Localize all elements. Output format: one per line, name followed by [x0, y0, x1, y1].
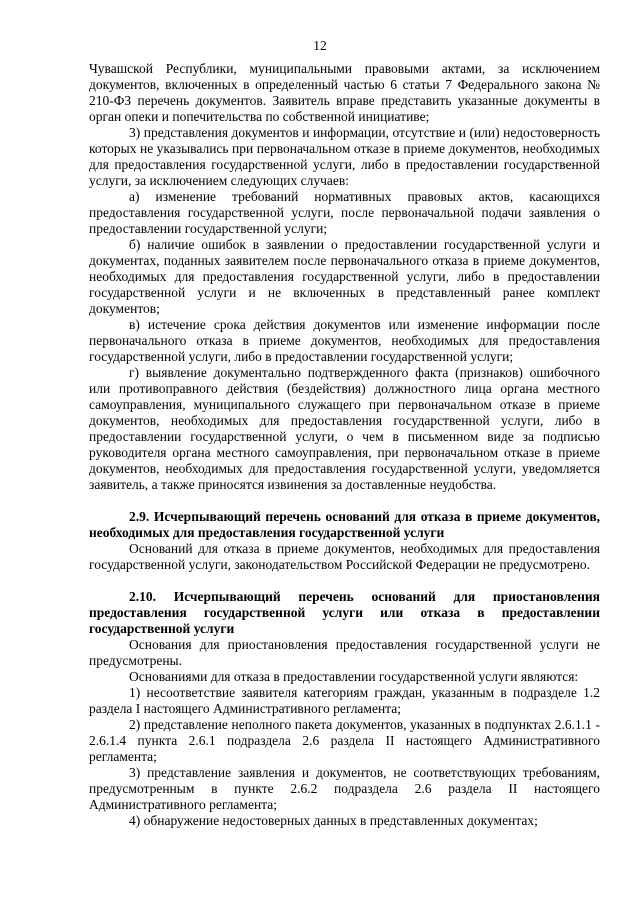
paragraph-subitem-g: г) выявление документально подтвержденного факта (признаков) ошибочного или противоправного действия (бездействия) должностного лица органа местного самоуправления, муниципального служащего при первоначальном отказе в приеме документов, необходимых для предоставления государственной услуги, либо в предоставлении государственной услуги, о чем в письменном виде за подписью руководителя органа местного самоуправления, при первоначальном отказе в приеме документов, необходимых для предоставления государственной услуги, уведомляется заявитель, а также приносятся извинения за доставленные неудобства. [89, 365, 600, 492]
paragraph-continuation: Чувашской Республики, муниципальными правовыми актами, за исключением документов, включенных в определенный частью 6 статьи 7 Федерального закона № 210-ФЗ перечень документов. Заявитель вправе представить указанные документы в орган опеки и попечительства по собственной инициативе; [89, 61, 600, 124]
paragraph-ground-1: 1) несоответствие заявителя категориям граждан, указанным в подразделе 1.2 раздела I настоящего Административного регламента; [89, 685, 600, 716]
page-number: 12 [313, 38, 327, 53]
section-heading-2-10: 2.10. Исчерпывающий перечень оснований для приостановления предоставления государственной услуги или отказа в предоставлении государственной услуги [89, 589, 600, 636]
paragraph-ground-2: 2) представление неполного пакета документов, указанных в подпунктах 2.6.1.1 - 2.6.1.4 пункта 2.6.1 подраздела 2.6 раздела II настоящего Административного регламента; [89, 717, 600, 764]
section-heading-2-9: 2.9. Исчерпывающий перечень оснований для отказа в приеме документов, необходимых для предоставления государственной услуги [89, 509, 600, 540]
paragraph-2-10-suspension: Основания для приостановления предоставления государственной услуги не предусмотрены. [89, 637, 600, 668]
paragraph-2-9-text: Оснований для отказа в приеме документов, необходимых для предоставления государственной услуги, законодательством Российской Федерации не предусмотрено. [89, 541, 600, 572]
paragraph-ground-3: 3) представление заявления и документов, не соответствующих требованиям, предусмотренным в пункте 2.6.2 подраздела 2.6 раздела II настоящего Административного регламента; [89, 765, 600, 812]
document-body [89, 61, 600, 829]
paragraph-item-3: 3) представления документов и информации, отсутствие и (или) недостоверность которых не указывались при первоначальном отказе в приеме документов, необходимых для предоставления государственной услуги, либо в предоставлении государственной услуги, за исключением следующих случаев: [89, 125, 600, 188]
paragraph-2-10-grounds-intro: Основаниями для отказа в предоставлении государственной услуги являются: [129, 669, 579, 684]
paragraph-subitem-b: б) наличие ошибок в заявлении о предоставлении государственной услуги и документах, поданных заявителем после первоначального отказа в приеме документов, необходимых для предоставления государственной услуги, либо в предоставлении государственной услуги и не включенных в представленный ранее комплект документов; [89, 237, 600, 316]
paragraph-subitem-v: в) истечение срока действия документов или изменение информации после первоначального отказа в приеме документов, необходимых для предоставления государственной услуги, либо в предоставлении государственной услуги; [89, 317, 600, 364]
paragraph-ground-4: 4) обнаружение недостоверных данных в представленных документах; [129, 813, 538, 828]
paragraph-subitem-a: а) изменение требований нормативных правовых актов, касающихся предоставления государственной услуги, после первоначальной подачи заявления о предоставлении государственной услуги; [89, 189, 600, 236]
